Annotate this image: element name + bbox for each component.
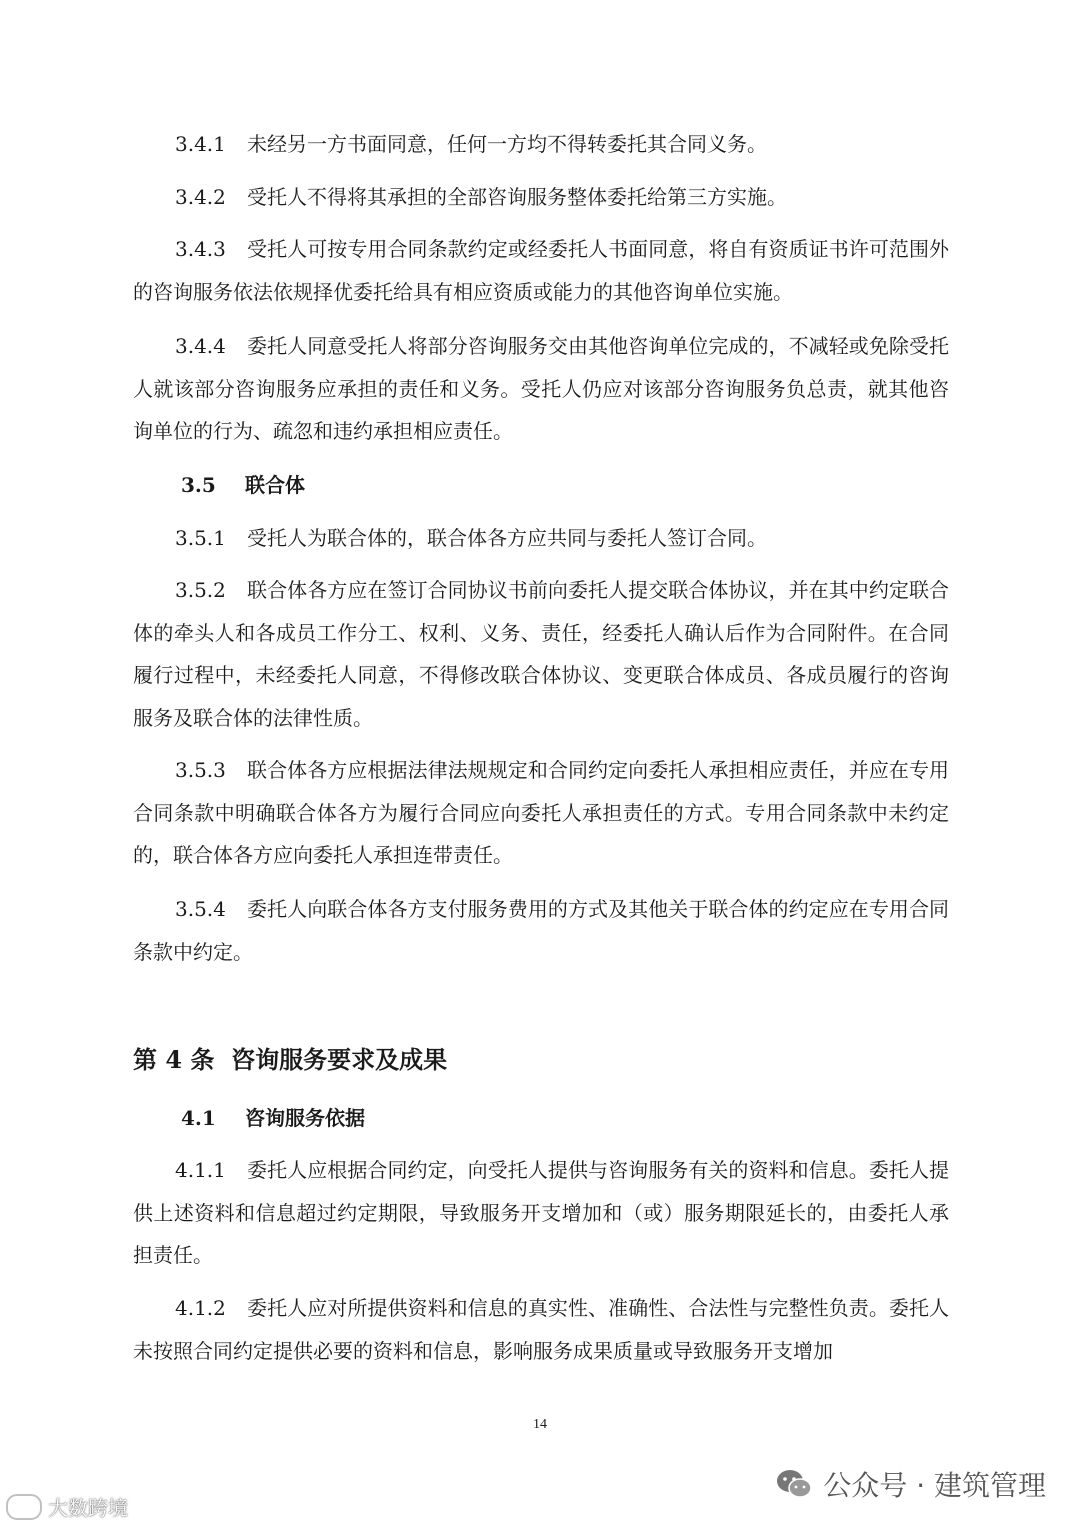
paragraph-3-5-2: 3.5.2 联合体各方应在签订合同协议书前向委托人提交联合体协议，并在其中约定联合体的牵头人和各成员工作分工、权利、义务、责任，经委托人确认后作为合同附件。在合同履行过程中，未经委托人同意，不得修改联合体协议、变更联合体成员、各成员履行的咨询服务及联合体的法律性质。	[133, 578, 949, 730]
section-heading-4-1: 4.1 咨询服务依据	[181, 1106, 365, 1130]
paragraph-3-4-4: 3.4.4 委托人同意受托人将部分咨询服务交由其他咨询单位完成的，不减轻或免除受托人就该部分咨询服务应承担的责任和义务。受托人仍应对该部分咨询服务负总责，就其他咨询单位的行为、疏忽和违约承担相应责任。	[133, 334, 949, 443]
wechat-icon	[775, 1468, 813, 1500]
paragraph-4-1-1: 4.1.1 委托人应根据合同约定，向受托人提供与咨询服务有关的资料和信息。委托人提供上述资料和信息超过约定期限，导致服务开支增加和（或）服务期限延长的，由委托人承担责任。	[133, 1158, 949, 1267]
paragraph-3-5-1: 3.5.1 受托人为联合体的，联合体各方应共同与委托人签订合同。	[175, 526, 767, 550]
page-number: 14	[533, 1417, 547, 1432]
paragraph-3-5-3: 3.5.3 联合体各方应根据法律法规规定和合同约定向委托人承担相应责任，并应在专用合同条款中明确联合体各方为履行合同应向委托人承担责任的方式。专用合同条款中未约定的，联合体各方应向委托人承担连带责任。	[133, 758, 949, 867]
watermark-left: 大数跨境	[6, 1492, 128, 1521]
paragraph-3-4-2: 3.4.2 受托人不得将其承担的全部咨询服务整体委托给第三方实施。	[175, 185, 787, 209]
watermark-right: 公众号 · 建筑管理	[775, 1464, 1046, 1504]
section-heading-3-5: 3.5 联合体	[181, 473, 305, 497]
paragraph-3-5-4: 3.5.4 委托人向联合体各方支付服务费用的方式及其他关于联合体的约定应在专用合同条款中约定。	[133, 897, 949, 964]
watermark-logo-icon	[6, 1494, 42, 1520]
paragraph-4-1-2: 4.1.2 委托人应对所提供资料和信息的真实性、准确性、合法性与完整性负责。委托人未按照合同约定提供必要的资料和信息，影响服务成果质量或导致服务开支增加	[133, 1296, 949, 1363]
paragraph-3-4-1: 3.4.1 未经另一方书面同意，任何一方均不得转委托其合同义务。	[175, 132, 767, 156]
paragraph-3-4-3: 3.4.3 受托人可按专用合同条款约定或经委托人书面同意，将自有资质证书许可范围外的咨询服务依法依规择优委托给具有相应资质或能力的其他咨询单位实施。	[133, 237, 949, 304]
article-heading-4: 第 4 条 咨询服务要求及成果	[133, 1045, 448, 1074]
